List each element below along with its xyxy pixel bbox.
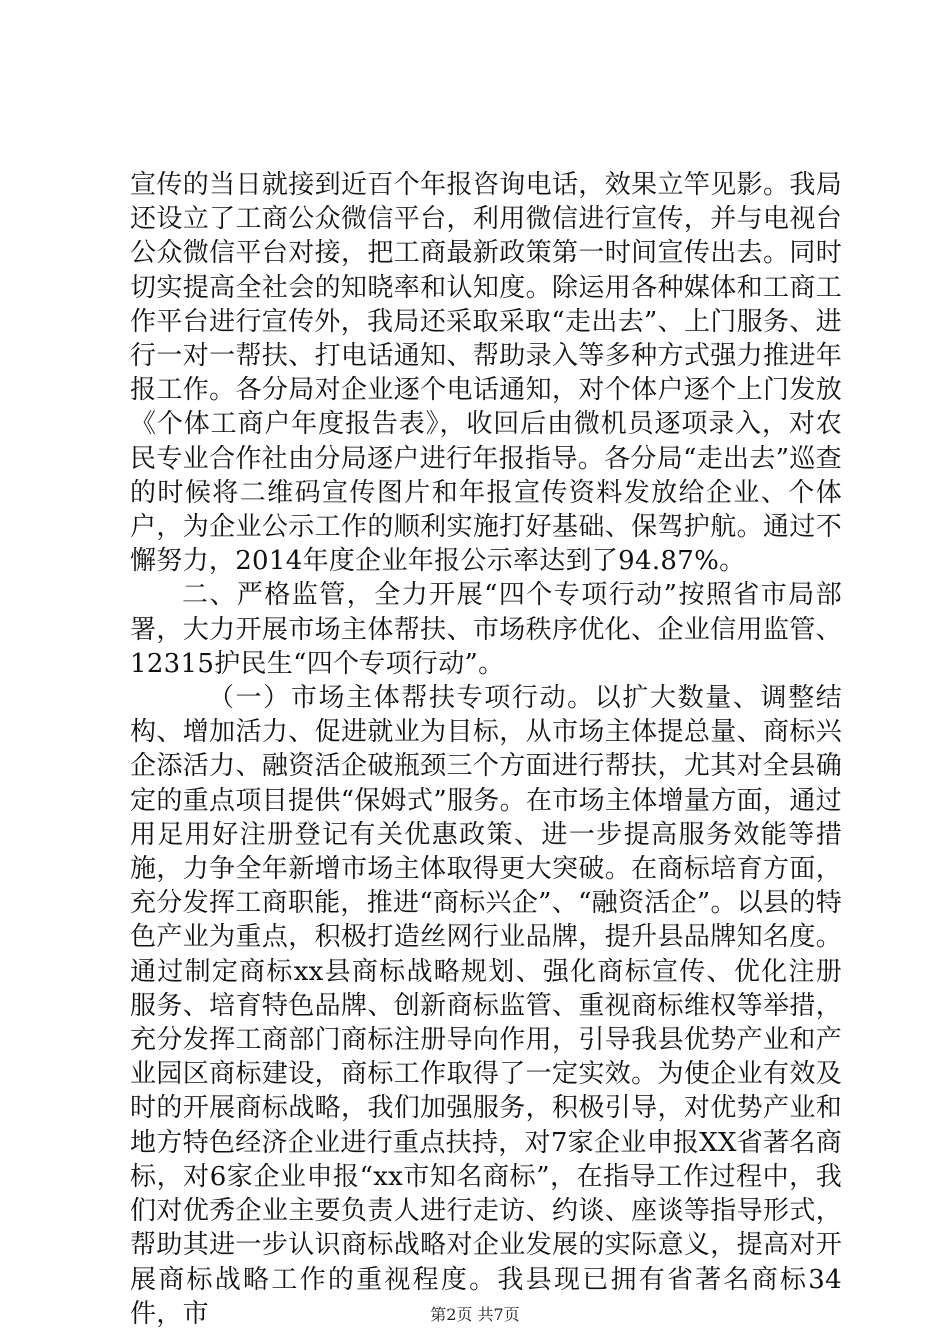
paragraph-market-entity-support: （一）市场主体帮扶专项行动。以扩大数量、调整结构、增加活力、促进就业为目标，从市场主体提总量、商标兴企添活力、融资活企破瓶颈三个方面进行帮扶，尤其对全县确定的重点项目提供“保姆式”服务。在市场主体增量方面，通过用足用好注册登记有关优惠政策、进一步提高服务效能等措施，力争全年新增市场主体取得更大突破。在商标培育方面，充分发挥工商职能，推进“商标兴企”、“融资活企”。以县的特色产业为重点，积极打造丝网行业品牌，提升县品牌知名度。通过制定商标xx县商标战略规划、强化商标宣传、优化注册服务、培育特色品牌、创新商标监管、重视商标维权等举措，充分发挥工商部门商标注册导向作用，引导我县优势产业和产业园区商标建设，商标工作取得了一定实效。为使企业有效及时的开展商标战略，我们加强服务，积极引导，对优势产业和地方特色经济企业进行重点扶持，对7家企业申报XX省著名商标，对6家企业申报“xx市知名商标”，在指导工作过程中，我们对优秀企业主要负责人进行走访、约谈、座谈等指导形式，帮助其进一步认识商标战略对企业发展的实际意义，提高对开展商标战略工作的重视程度。我县现已拥有省著名商标34件，市 <box>130 683 842 1329</box>
paragraph-strict-supervision: 二、严格监管，全力开展“四个专项行动”按照省市局部署，大力开展市场主体帮扶、市场秩序优化、企业信用监管、12315护民生“四个专项行动”。 <box>130 580 842 679</box>
document-body <box>130 168 842 1331</box>
paragraph-annual-report-publicity: 宣传的当日就接到近百个年报咨询电话，效果立竿见影。我局还设立了工商公众微信平台，利用微信进行宣传，并与电视台公众微信平台对接，把工商最新政策第一时间宣传出去。同时切实提高全社会的知晓率和认知度。除运用各种媒体和工商工作平台进行宣传外，我局还采取采取“走出去”、上门服务、进行一对一帮扶、打电话通知、帮助录入等多种方式强力推进年报工作。各分局对企业逐个电话通知，对个体户逐个上门发放《个体工商户年度报告表》，收回后由微机员逐项录入，对农民专业合作社由分局逐户进行年报指导。各分局“走出去”巡查的时候将二维码宣传图片和年报宣传资料发放给企业、个体户，为企业公示工作的顺利实施打好基础、保驾护航。通过不懈努力，2014年度企业年报公示率达到了94.87%。 <box>130 170 842 577</box>
page-number-footer: 第2页 共7页 <box>430 1305 520 1324</box>
